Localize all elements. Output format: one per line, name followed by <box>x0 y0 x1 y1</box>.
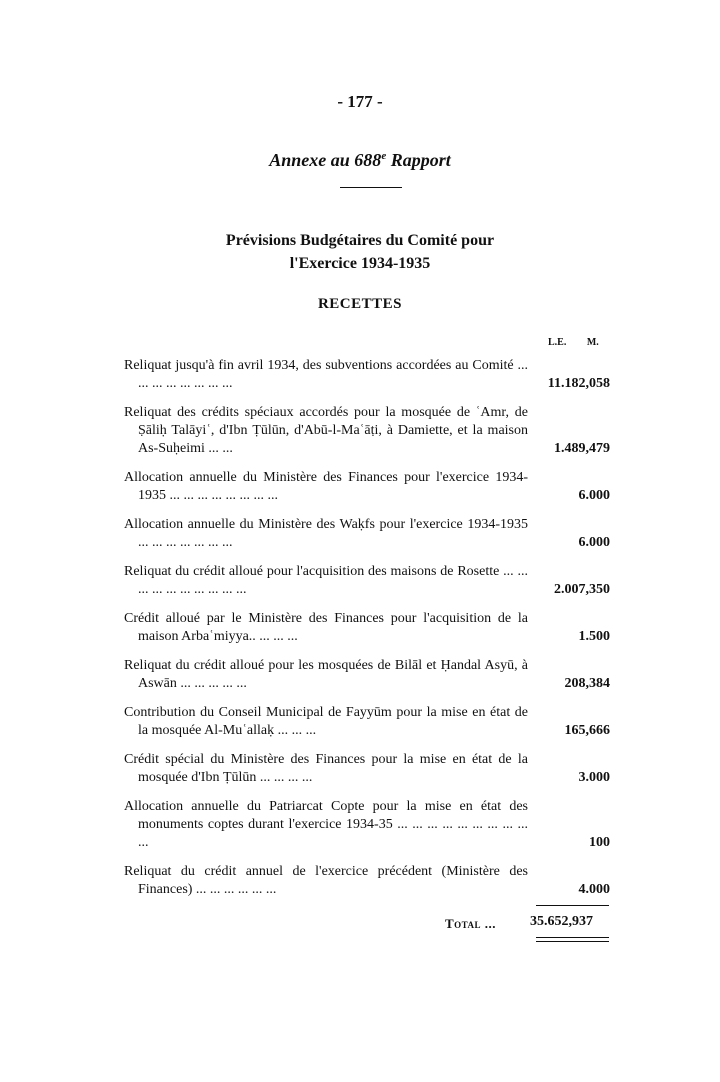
list-item <box>124 657 610 693</box>
budget-heading <box>0 229 720 275</box>
entry-description: Reliquat des crédits spéciaux accordés pour la mosquée de ʿAmr, de Ṣāliḥ Talāyiʿ, d'Ibn Ṭūlūn, d'Abū-l-Maʿāṭi, à Damiette, et la maison As-Suḥeimi ... ... <box>124 405 528 456</box>
entry-description: Contribution du Conseil Municipal de Fayyūm pour la mise en état de la mosquée Al-Muʿallaḳ ... ... ... <box>124 705 528 738</box>
entry-description: Crédit spécial du Ministère des Finances pour la mise en état de la mosquée d'Ibn Ṭūlūn ... ... ... ... <box>124 752 528 785</box>
list-item <box>124 516 610 552</box>
entry-amount: 6.000 <box>578 488 610 503</box>
total-value: 35.652,937 <box>530 914 593 929</box>
entry-description: Reliquat du crédit annuel de l'exercice précédent (Ministère des Finances) ... ... ... ... ... ... <box>124 864 528 897</box>
entry-amount: 6.000 <box>578 535 610 550</box>
entry-amount: 165,666 <box>564 723 610 738</box>
entry-amount: 100 <box>589 835 610 850</box>
list-item <box>124 798 610 852</box>
total-double-underline <box>536 937 609 942</box>
annex-superscript: e <box>381 150 387 162</box>
heading-line-1: Prévisions Budgétaires du Comité pour <box>225 232 495 249</box>
revenue-list <box>124 357 610 910</box>
list-item <box>124 704 610 740</box>
annex-title <box>0 150 720 171</box>
annex-suffix: Rapport <box>386 150 451 170</box>
entry-amount: 208,384 <box>564 676 610 691</box>
title-divider <box>340 187 402 188</box>
entry-description: Allocation annuelle du Ministère des Waḳfs pour l'exercice 1934-1935 ... ... ... ... ... ... ... <box>124 517 528 550</box>
list-item <box>124 404 610 458</box>
entry-description: Allocation annuelle du Ministère des Finances pour l'exercice 1934-1935 ... ... ... ... ... ... ... ... <box>124 470 528 503</box>
section-title: RECETTES <box>317 296 403 312</box>
entry-description: Reliquat du crédit alloué pour les mosquées de Bilāl et Ḥandal Asyū, à Aswān ... ... ... ... ... <box>124 658 528 691</box>
list-item <box>124 751 610 787</box>
entry-amount: 3.000 <box>578 770 610 785</box>
total-label: Total ... <box>445 916 497 931</box>
currency-units-label: L.E. M. <box>548 337 599 348</box>
list-item <box>124 563 610 599</box>
list-item <box>124 469 610 505</box>
entry-amount: 2.007,350 <box>554 582 610 597</box>
list-item <box>124 863 610 899</box>
entry-description: Reliquat du crédit alloué pour l'acquisition des maisons de Rosette ... ... ... ... ... ... ... ... ... ... <box>124 564 528 597</box>
entry-amount: 11.182,058 <box>547 376 610 391</box>
sum-divider <box>536 905 609 906</box>
page-number: - 177 - <box>337 92 383 111</box>
list-item <box>124 357 610 393</box>
entry-description: Allocation annuelle du Patriarcat Copte pour la mise en état des monuments coptes durant l'exercice 1934-35 ... ... ... ... ... ... ... ... ... ... <box>124 799 528 850</box>
entry-amount: 4.000 <box>578 882 610 897</box>
entry-amount: 1.500 <box>578 629 610 644</box>
annex-prefix: Annexe au 688 <box>269 150 382 170</box>
heading-line-2: l'Exercice 1934-1935 <box>289 255 431 272</box>
entry-description: Reliquat jusqu'à fin avril 1934, des subventions accordées au Comité ... ... ... ... ... ... ... ... <box>124 358 528 391</box>
entry-amount: 1.489,479 <box>554 441 610 456</box>
entry-description: Crédit alloué par le Ministère des Finances pour l'acquisition de la maison Arbaʿmiyya.. ... ... ... <box>124 611 528 644</box>
list-item <box>124 610 610 646</box>
